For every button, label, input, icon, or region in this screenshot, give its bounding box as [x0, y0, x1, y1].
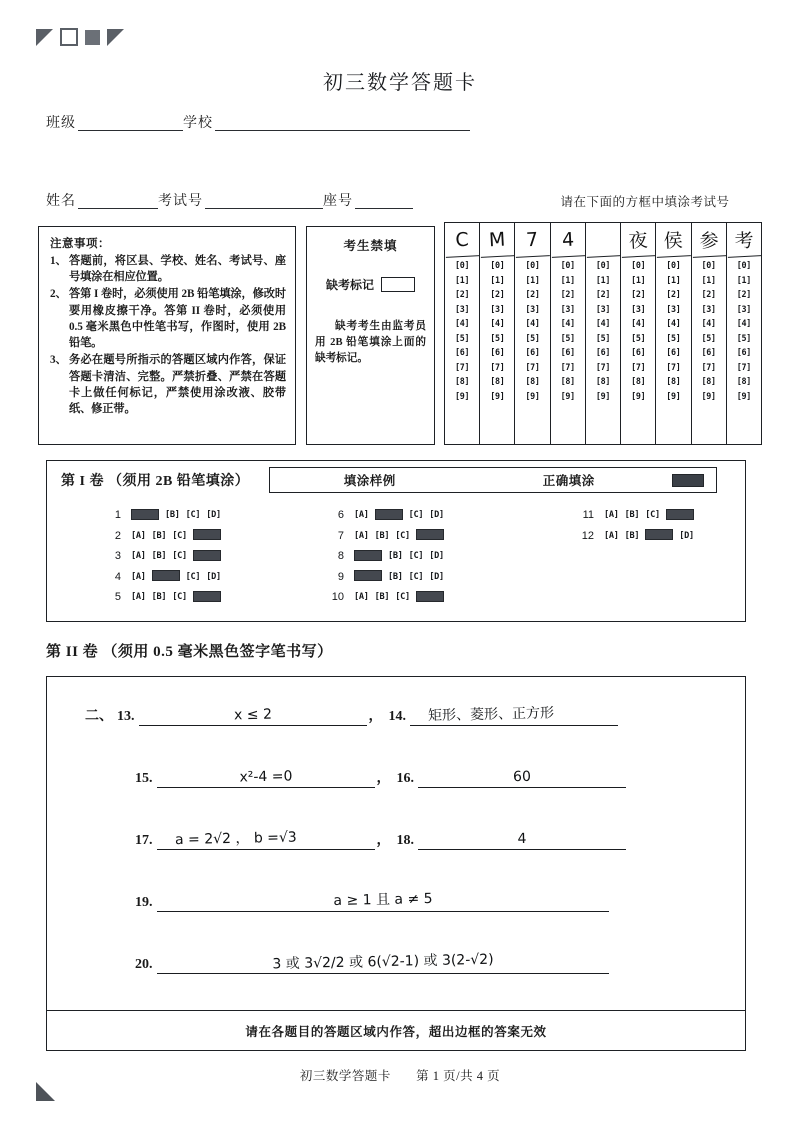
id-bubble-6[interactable]: [6]	[595, 347, 611, 357]
id-bubble-5[interactable]: [5]	[631, 332, 646, 343]
instructions-title: 注意事项：	[50, 238, 110, 250]
answer-number-20: 20.	[135, 957, 153, 972]
id-bubble-1[interactable]: [1]	[490, 274, 505, 285]
id-bubble-4[interactable]: [4]	[701, 318, 716, 328]
mcq-option-A[interactable]: [A]	[131, 530, 146, 541]
id-bubble-8[interactable]: [8]	[560, 376, 575, 386]
square-hollow-icon	[60, 28, 78, 46]
id-bubble-3[interactable]: [3]	[490, 303, 505, 314]
answer-number-19: 19.	[135, 895, 153, 910]
id-bubble-0[interactable]: [0]	[560, 260, 575, 270]
instruction-item	[50, 286, 286, 351]
mcq-option-B[interactable]: [B]	[374, 592, 390, 603]
answer-handwriting-15: x²-4 =0	[238, 768, 293, 786]
mcq-row-1	[99, 505, 322, 526]
id-handwritten-cell[interactable]: M	[479, 222, 515, 258]
mcq-option-A[interactable]: [A]	[604, 530, 619, 541]
mcq-option-B[interactable]: [B]	[151, 592, 167, 603]
id-grid-columns	[445, 223, 761, 444]
id-column-3[interactable]	[515, 223, 550, 444]
id-bubble-7[interactable]: [7]	[525, 361, 540, 372]
instruction-text: 答第 I 卷时，必须使用 2B 铅笔填涂，修改时要用橡皮擦干净。答第 II 卷时，必须使用 0.5 毫米黑色中性笔书写，作图时，使用 2B 铅笔。	[69, 288, 286, 350]
instructions-panel	[38, 226, 296, 445]
id-bubble-1[interactable]: [1]	[525, 274, 540, 285]
mcq-option-D[interactable]: [D]	[429, 551, 444, 562]
mcq-row-10	[322, 587, 572, 608]
name-exam-seat-row	[46, 190, 436, 210]
answer-separator: ，	[376, 833, 391, 848]
mcq-option-B[interactable]: [B]	[624, 510, 640, 521]
mcq-question-number: 4	[114, 570, 121, 583]
id-bubble-column	[656, 257, 690, 444]
mcq-option-C[interactable]: [C]	[185, 510, 201, 521]
id-bubble-4[interactable]: [4]	[666, 318, 681, 328]
answer-row-19	[135, 885, 609, 912]
mcq-row-11	[572, 505, 747, 526]
id-bubble-2[interactable]: [2]	[736, 289, 751, 299]
answer-handwriting-13: x ≤ 2	[233, 706, 272, 724]
mcq-question-number: 7	[337, 529, 344, 542]
id-bubble-5[interactable]: [5]	[454, 332, 470, 343]
id-bubble-1[interactable]: [1]	[595, 274, 611, 285]
mcq-option-B[interactable]: [B]	[388, 571, 403, 582]
id-bubble-6[interactable]: [6]	[490, 347, 505, 357]
mcq-option-D[interactable]: [D]	[206, 571, 221, 582]
id-bubble-0[interactable]: [0]	[736, 260, 751, 270]
id-handwritten-cell[interactable]: 7	[515, 222, 551, 258]
id-handwritten-cell[interactable]: 参	[691, 222, 727, 258]
id-bubble-2[interactable]: [2]	[454, 289, 470, 299]
id-bubble-column	[727, 257, 761, 444]
mcq-option-A-selected[interactable]	[354, 570, 382, 581]
id-bubble-3[interactable]: [3]	[631, 303, 646, 314]
id-bubble-0[interactable]: [0]	[490, 260, 505, 270]
mcq-option-A-selected[interactable]	[131, 509, 159, 520]
mcq-option-D-selected[interactable]	[416, 529, 444, 540]
id-column-2[interactable]	[480, 223, 515, 444]
answer-number-13: 13.	[117, 709, 135, 724]
mcq-question-number: 1	[114, 509, 121, 522]
instruction-text: 答题前，将区县、学校、姓名、考试号、座号填涂在相应位置。	[69, 255, 286, 284]
id-bubble-8[interactable]: [8]	[454, 376, 470, 386]
id-bubble-0[interactable]: [0]	[701, 260, 716, 270]
id-bubble-7[interactable]: [7]	[631, 361, 646, 372]
answer-area-notice: 请在各题目的答题区域内作答，超出边框的答案无效	[47, 1010, 745, 1051]
id-bubble-8[interactable]: [8]	[490, 376, 505, 386]
instruction-item	[50, 253, 286, 285]
id-bubble-9[interactable]: [9]	[666, 390, 681, 401]
mcq-option-C[interactable]: [C]	[408, 510, 424, 521]
id-bubble-4[interactable]: [4]	[736, 318, 751, 328]
filled-bubble-example-icon	[672, 474, 704, 487]
id-bubble-1[interactable]: [1]	[454, 274, 470, 285]
id-bubble-3[interactable]: [3]	[701, 303, 716, 314]
mcq-option-D[interactable]: [D]	[206, 510, 221, 521]
section-two-panel	[46, 676, 746, 1051]
answer-field-19[interactable]	[157, 885, 609, 912]
mcq-question-number: 3	[114, 550, 121, 563]
id-column-7[interactable]	[656, 223, 691, 444]
mcq-option-C[interactable]: [C]	[395, 530, 410, 541]
class-input[interactable]	[78, 116, 183, 131]
id-bubble-6[interactable]: [6]	[560, 347, 575, 357]
instruction-number: 3、	[50, 354, 67, 367]
mcq-option-A[interactable]: [A]	[131, 551, 146, 562]
id-bubble-0[interactable]: [0]	[666, 260, 681, 270]
mcq-option-D[interactable]: [D]	[429, 510, 444, 521]
id-bubble-2[interactable]: [2]	[525, 289, 540, 299]
id-bubble-1[interactable]: [1]	[560, 274, 575, 285]
id-bubble-6[interactable]: [6]	[701, 347, 716, 357]
id-bubble-1[interactable]: [1]	[736, 274, 751, 285]
mcq-option-B-selected[interactable]	[152, 570, 180, 581]
absent-panel-title: 考生禁填	[343, 239, 398, 253]
id-handwritten-cell[interactable]: 夜	[620, 222, 656, 258]
answer-handwriting-19: a ≥ 1 且 a ≠ 5	[332, 890, 433, 910]
section-one-title: 第 I 卷 （须用 2B 铅笔填涂）	[61, 474, 250, 489]
id-bubble-2[interactable]: [2]	[595, 289, 611, 299]
id-bubble-9[interactable]: [9]	[701, 390, 716, 401]
id-bubble-2[interactable]: [2]	[560, 289, 575, 299]
answer-row-20	[135, 947, 609, 974]
answer-field-15[interactable]	[157, 761, 375, 788]
answer-field-17[interactable]	[157, 823, 375, 850]
id-bubble-9[interactable]: [9]	[454, 390, 470, 401]
mcq-question-number: 10	[331, 591, 344, 604]
section-one-header	[47, 461, 745, 499]
school-label: 学校	[183, 116, 213, 131]
id-bubble-4[interactable]: [4]	[454, 318, 470, 328]
group-label: 二、	[85, 709, 113, 724]
mcq-option-D-selected[interactable]	[193, 591, 221, 602]
answer-field-18[interactable]	[418, 823, 626, 850]
id-bubble-5[interactable]: [5]	[525, 332, 540, 343]
id-bubble-8[interactable]: [8]	[666, 376, 681, 386]
id-bubble-6[interactable]: [6]	[454, 347, 470, 357]
mcq-column-2	[322, 505, 572, 608]
id-bubble-7[interactable]: [7]	[666, 361, 681, 372]
answer-handwriting-14: 矩形、菱形、正方形	[427, 705, 555, 724]
mcq-option-D-selected[interactable]	[193, 529, 221, 540]
mcq-option-D[interactable]: [D]	[429, 571, 444, 582]
id-bubble-2[interactable]: [2]	[631, 289, 646, 299]
answer-separator: ，	[368, 709, 383, 724]
exam-number-input[interactable]	[205, 194, 323, 209]
seat-number-label: 座号	[323, 194, 353, 209]
id-handwritten-cell[interactable]: 侯	[655, 222, 691, 258]
answer-row-13-14	[85, 699, 618, 726]
absent-mark-label: 缺考标记	[325, 278, 374, 292]
id-bubble-5[interactable]: [5]	[666, 332, 681, 343]
square-solid-icon	[85, 30, 100, 45]
id-bubble-7[interactable]: [7]	[701, 361, 716, 372]
id-bubble-2[interactable]: [2]	[701, 289, 716, 299]
mcq-option-A[interactable]: [A]	[354, 530, 369, 541]
id-bubble-4[interactable]: [4]	[595, 318, 611, 328]
id-bubble-7[interactable]: [7]	[560, 361, 575, 372]
mcq-question-number: 5	[114, 591, 121, 604]
mcq-question-number: 11	[582, 509, 594, 522]
id-bubble-4[interactable]: [4]	[631, 318, 646, 328]
corner-registration-marks	[36, 28, 124, 46]
id-bubble-4[interactable]: [4]	[490, 318, 505, 328]
mcq-row-6	[322, 505, 572, 526]
id-bubble-column	[692, 257, 726, 444]
section-two-title: 第 II 卷 （须用 0.5 毫米黑色签字笔书写）	[46, 644, 333, 660]
absent-mark-checkbox[interactable]	[381, 277, 415, 292]
id-grid-instruction: 请在下面的方框中填涂考试号	[560, 195, 730, 209]
answer-number-17: 17.	[135, 833, 153, 848]
answer-number-14: 14.	[388, 709, 406, 724]
mcq-option-C-selected[interactable]	[645, 529, 673, 540]
mcq-row-7	[322, 526, 572, 547]
answer-number-15: 15.	[135, 771, 153, 786]
mcq-row-3	[99, 546, 322, 567]
fill-sample-label: 填涂样例	[343, 474, 396, 488]
id-bubble-5[interactable]: [5]	[736, 332, 751, 343]
id-bubble-7[interactable]: [7]	[490, 361, 505, 372]
id-bubble-4[interactable]: [4]	[560, 318, 575, 328]
id-bubble-9[interactable]: [9]	[490, 390, 505, 401]
instruction-number: 1、	[50, 255, 67, 267]
id-bubble-3[interactable]: [3]	[595, 303, 611, 314]
instruction-text: 务必在题号所指示的答题区域内作答，保证答题卡清洁、完整。严禁折叠、严禁在答题卡上做任何标记，严禁使用涂改液、胶带纸、修正带。	[69, 354, 286, 416]
mcq-row-5	[99, 587, 322, 608]
id-bubble-5[interactable]: [5]	[701, 332, 716, 343]
answer-row-17-18	[135, 823, 626, 850]
mcq-option-B[interactable]: [B]	[165, 510, 180, 521]
mcq-row-9	[322, 567, 572, 588]
answer-field-13[interactable]	[139, 699, 367, 726]
id-bubble-5[interactable]: [5]	[490, 332, 505, 343]
id-bubble-3[interactable]: [3]	[454, 303, 470, 314]
mcq-row-8	[322, 546, 572, 567]
id-bubble-0[interactable]: [0]	[525, 260, 540, 270]
id-bubble-3[interactable]: [3]	[736, 303, 751, 314]
id-bubble-2[interactable]: [2]	[490, 289, 505, 299]
answer-separator: ，	[376, 771, 391, 786]
mcq-option-D-selected[interactable]	[193, 550, 221, 561]
mcq-option-D-selected[interactable]	[416, 591, 444, 602]
name-label: 姓名	[46, 194, 76, 209]
id-bubble-9[interactable]: [9]	[595, 390, 611, 401]
mcq-option-A-selected[interactable]	[354, 550, 382, 561]
school-input[interactable]	[215, 116, 470, 131]
id-bubble-8[interactable]: [8]	[595, 376, 611, 386]
id-bubble-1[interactable]: [1]	[631, 274, 646, 285]
absent-mark-panel	[306, 226, 435, 445]
mcq-option-C[interactable]: [C]	[172, 592, 187, 603]
mcq-option-B[interactable]: [B]	[151, 551, 167, 562]
fill-in-answers-area	[47, 677, 745, 1010]
mcq-question-number: 9	[337, 570, 344, 583]
page-title: 初三数学答题卡	[323, 72, 477, 94]
answer-handwriting-16: 60	[512, 768, 532, 786]
mcq-row-12	[572, 526, 747, 547]
id-column-6[interactable]	[621, 223, 656, 444]
fill-sample-box	[269, 467, 717, 493]
footer-page-number: 第 1 页/共 4 页	[416, 1069, 501, 1083]
id-bubble-5[interactable]: [5]	[560, 332, 575, 343]
mcq-option-C[interactable]: [C]	[185, 571, 201, 582]
answer-handwriting-20: 3 或 3√2/2 或 6(√2-1) 或 3(2-√2)	[271, 951, 494, 973]
id-bubble-8[interactable]: [8]	[525, 376, 540, 386]
section-one-panel	[46, 460, 746, 622]
mcq-option-C[interactable]: [C]	[172, 530, 187, 541]
triangle-top-left-icon-2	[107, 29, 124, 46]
id-bubble-9[interactable]: [9]	[525, 390, 540, 401]
mcq-column-1	[47, 505, 322, 608]
answer-field-20[interactable]	[157, 947, 609, 974]
id-column-8[interactable]	[692, 223, 727, 444]
id-bubble-6[interactable]: [6]	[736, 347, 751, 357]
mcq-option-B[interactable]: [B]	[624, 530, 640, 541]
absent-panel-note: 缺考考生由监考员用 2B 铅笔填涂上面的缺考标记。	[315, 321, 426, 364]
mcq-question-number: 2	[114, 529, 121, 542]
id-bubble-6[interactable]: [6]	[666, 347, 681, 357]
id-bubble-column	[480, 257, 514, 444]
id-bubble-9[interactable]: [9]	[631, 390, 646, 401]
id-handwritten-cell[interactable]: C	[444, 222, 480, 258]
page-footer	[0, 1066, 800, 1084]
mcq-option-D-selected[interactable]	[666, 509, 694, 520]
id-bubble-9[interactable]: [9]	[560, 390, 575, 401]
id-handwritten-cell[interactable]: 4	[550, 222, 586, 258]
triangle-top-left-icon	[36, 29, 53, 46]
mcq-option-A[interactable]: [A]	[354, 510, 369, 521]
mcq-option-C[interactable]: [C]	[645, 510, 660, 521]
id-handwritten-cell[interactable]	[585, 222, 621, 258]
id-bubble-6[interactable]: [6]	[525, 347, 540, 357]
id-bubble-3[interactable]: [3]	[560, 303, 575, 314]
mcq-question-number: 8	[337, 550, 344, 563]
mcq-row-2	[99, 526, 322, 547]
mcq-question-number: 12	[581, 529, 594, 542]
id-bubble-6[interactable]: [6]	[631, 347, 646, 357]
id-bubble-column	[621, 257, 655, 444]
id-bubble-4[interactable]: [4]	[525, 318, 540, 328]
id-bubble-0[interactable]: [0]	[454, 260, 470, 270]
mcq-option-A[interactable]: [A]	[131, 571, 146, 582]
mcq-question-number: 6	[337, 509, 344, 522]
mcq-option-C[interactable]: [C]	[408, 551, 424, 562]
id-bubble-3[interactable]: [3]	[666, 303, 681, 314]
answer-number-16: 16.	[396, 771, 414, 786]
exam-number-bubble-grid[interactable]	[444, 222, 762, 445]
id-bubble-8[interactable]: [8]	[631, 376, 646, 386]
class-school-row	[46, 112, 476, 132]
answer-number-18: 18.	[396, 833, 414, 848]
id-bubble-column	[551, 257, 585, 444]
id-bubble-5[interactable]: [5]	[595, 332, 611, 343]
seat-number-input[interactable]	[355, 194, 413, 209]
mcq-option-A[interactable]: [A]	[354, 592, 369, 603]
id-column-9[interactable]	[727, 223, 761, 444]
mcq-option-C[interactable]: [C]	[395, 592, 410, 603]
id-bubble-column	[515, 257, 549, 444]
correct-fill-label: 正确填涂	[542, 474, 595, 488]
footer-doc-name: 初三数学答题卡	[299, 1069, 391, 1083]
name-input[interactable]	[78, 194, 158, 209]
id-bubble-7[interactable]: [7]	[595, 361, 611, 372]
id-handwritten-cell[interactable]: 考	[726, 222, 762, 258]
id-bubble-1[interactable]: [1]	[701, 274, 716, 285]
answer-field-16[interactable]	[418, 761, 626, 788]
id-bubble-8[interactable]: [8]	[701, 376, 716, 386]
class-label: 班级	[46, 116, 76, 131]
mcq-answer-area	[47, 499, 745, 608]
id-column-1[interactable]	[445, 223, 480, 444]
mcq-option-A[interactable]: [A]	[604, 510, 619, 521]
mcq-option-B-selected[interactable]	[375, 509, 403, 520]
id-bubble-2[interactable]: [2]	[666, 289, 681, 299]
mcq-option-B[interactable]: [B]	[388, 551, 403, 562]
id-bubble-8[interactable]: [8]	[736, 376, 751, 386]
answer-field-14[interactable]	[410, 699, 618, 726]
mcq-option-B[interactable]: [B]	[374, 530, 390, 541]
id-bubble-column	[445, 257, 479, 444]
instruction-item	[50, 352, 286, 417]
exam-number-label: 考试号	[158, 194, 203, 209]
id-bubble-9[interactable]: [9]	[736, 390, 751, 401]
triangle-bottom-left-icon	[36, 1082, 55, 1101]
id-bubble-7[interactable]: [7]	[736, 361, 751, 372]
mcq-row-4	[99, 567, 322, 588]
answer-handwriting-17: a = 2√2 ， b =√3	[174, 829, 297, 849]
answer-row-15-16	[135, 761, 626, 788]
id-bubble-3[interactable]: [3]	[525, 303, 540, 314]
id-bubble-0[interactable]: [0]	[631, 260, 646, 270]
instruction-number: 2、	[50, 288, 67, 301]
answer-handwriting-18: 4	[517, 830, 527, 848]
id-column-4[interactable]	[551, 223, 586, 444]
mcq-option-D[interactable]: [D]	[679, 530, 694, 541]
instructions-list	[50, 253, 286, 417]
mcq-option-A[interactable]: [A]	[131, 592, 146, 603]
mcq-option-B[interactable]: [B]	[151, 530, 167, 541]
id-bubble-column	[586, 257, 620, 444]
mcq-option-C[interactable]: [C]	[172, 551, 187, 562]
mcq-option-C[interactable]: [C]	[408, 571, 424, 582]
id-bubble-7[interactable]: [7]	[454, 361, 470, 372]
mcq-column-3	[572, 505, 747, 608]
id-bubble-0[interactable]: [0]	[595, 260, 611, 270]
absent-mark-row	[315, 276, 426, 293]
id-column-5[interactable]	[586, 223, 621, 444]
id-bubble-1[interactable]: [1]	[666, 274, 681, 285]
